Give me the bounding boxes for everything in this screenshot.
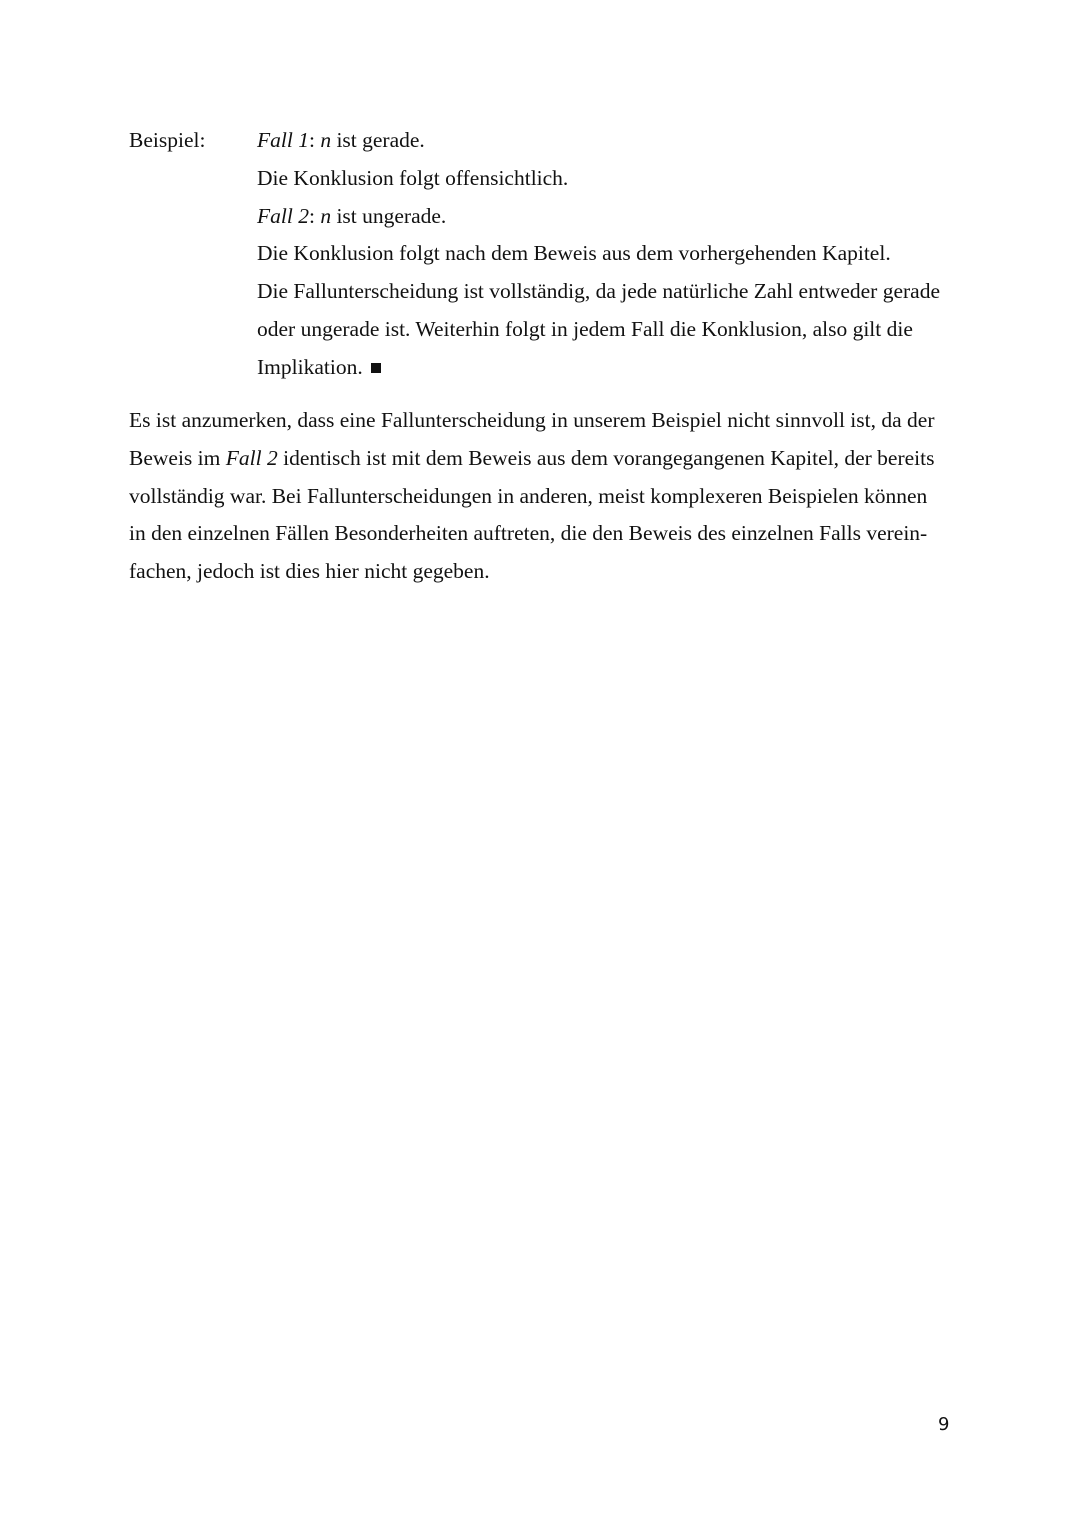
qed-square-icon: [371, 363, 381, 373]
remark-paragraph: [129, 402, 959, 591]
case-2-variable: n: [320, 203, 332, 228]
example-body: [257, 122, 962, 387]
case-2-colon: :: [308, 203, 321, 228]
remark-line-2-after: identisch ist mit dem Beweis aus dem vorangegangenen Kapitel, der bereits: [277, 445, 935, 470]
case-1-text: ist gerade.: [331, 128, 425, 152]
remark-line-1: Es ist anzumerken, dass eine Fallunterscheidung in unserem Beispiel nicht sinnvoll ist, da der: [129, 408, 935, 432]
case-2-line: [257, 198, 962, 236]
case-1-line: [257, 122, 962, 160]
case-1-variable: n: [320, 128, 332, 152]
remark-line-5: fachen, jedoch ist dies hier nicht gegeben.: [129, 559, 490, 584]
case-2-label: Fall 2: [257, 203, 309, 228]
remark-line-2: [129, 440, 959, 478]
summary-line-2: oder ungerade ist. Weiterhin folgt in jedem Fall die Konklusion, also gilt die: [257, 316, 913, 341]
summary-line-3: [257, 349, 962, 387]
remark-line-2-italic: Fall 2: [225, 445, 278, 470]
remark-line-4: in den einzelnen Fällen Besonderheiten auftreten, die den Beweis des einzelnen Falls verein-: [129, 521, 928, 546]
summary-line-3-text: Implikation.: [257, 354, 363, 379]
case-2-text: ist ungerade.: [331, 203, 447, 228]
case-1-label: Fall 1: [257, 128, 309, 152]
case-2-conclusion: Die Konklusion folgt nach dem Beweis aus dem vorhergehenden Kapitel.: [257, 241, 891, 266]
summary-line-1: Die Fallunterscheidung ist vollständig, da jede natürliche Zahl entweder gerade: [257, 279, 940, 304]
case-1-conclusion: Die Konklusion folgt offensichtlich.: [257, 165, 569, 190]
example-label: Beispiel:: [129, 128, 206, 152]
remark-line-3: vollständig war. Bei Fallunterscheidungen in anderen, meist komplexeren Beispielen können: [129, 483, 928, 508]
case-1-colon: :: [308, 128, 321, 152]
remark-line-2-before: Beweis im: [129, 445, 226, 470]
page-number: 9: [938, 1414, 950, 1435]
